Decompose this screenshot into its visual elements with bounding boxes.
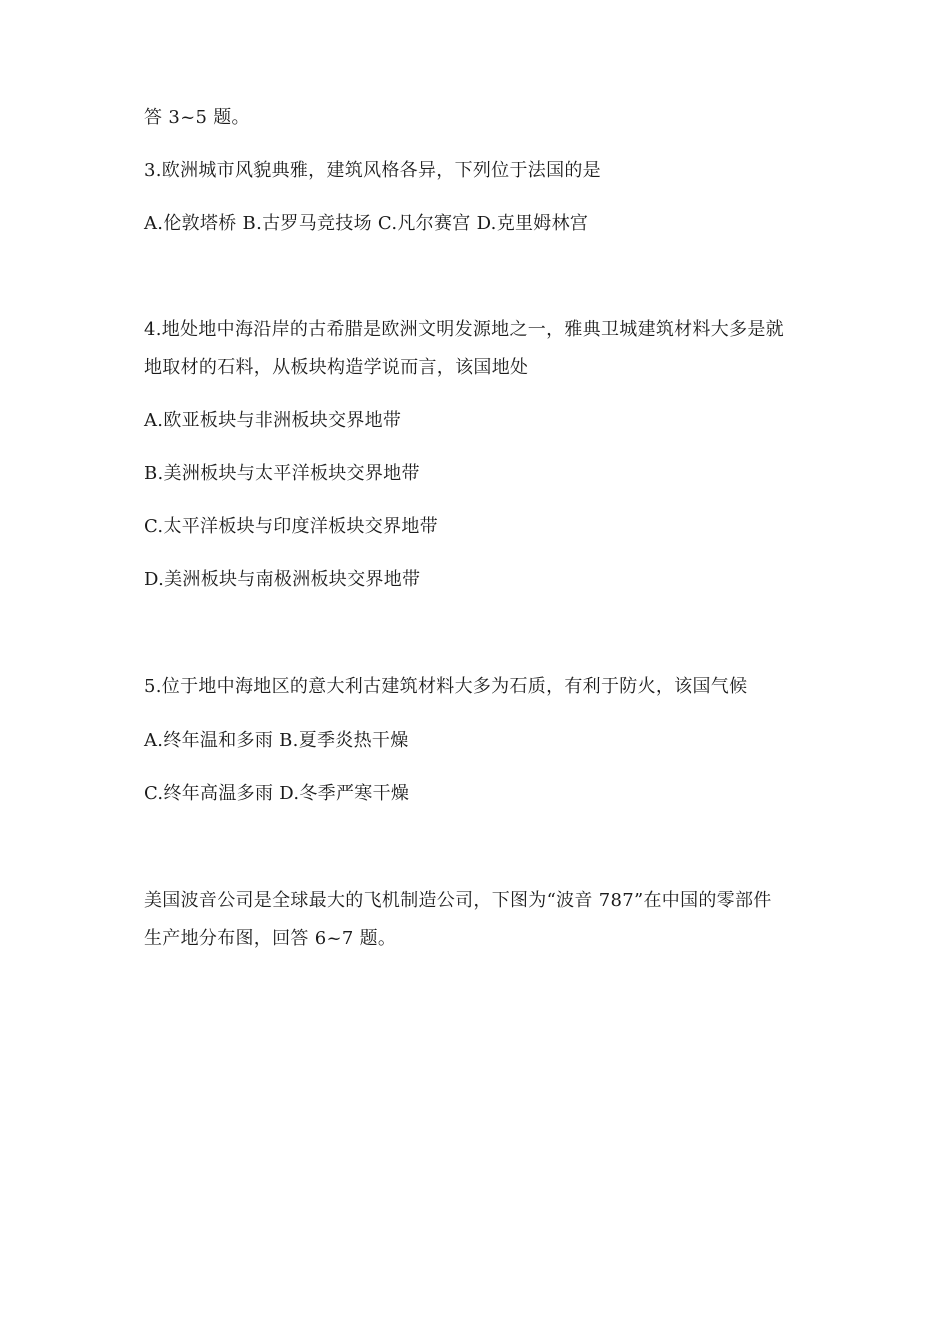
question-4-option-a: A.欧亚板块与非洲板块交界地带: [144, 410, 402, 431]
question-4-stem-line-1: 4.地处地中海沿岸的古希腊是欧洲文明发源地之一，雅典卫城建筑材料大多是就: [144, 319, 784, 340]
question-3-stem: 3.欧洲城市风貌典雅，建筑风格各异，下列位于法国的是: [144, 160, 601, 181]
question-5-options-line-1: A.终年温和多雨 B.夏季炎热干燥: [144, 730, 409, 751]
section-6-7-intro-line-2: 生产地分布图，回答 6~7 题。: [144, 928, 397, 949]
question-5-options-line-2: C.终年高温多雨 D.冬季严寒干燥: [144, 783, 410, 804]
intro-tail-text: 答 3~5 题。: [144, 107, 250, 128]
question-4-option-d: D.美洲板块与南极洲板块交界地带: [144, 569, 421, 590]
section-6-7-intro-line-1: 美国波音公司是全球最大的飞机制造公司，下图为“波音 787”在中国的零部件: [144, 890, 772, 911]
question-4-option-c: C.太平洋板块与印度洋板块交界地带: [144, 516, 438, 537]
question-5-stem: 5.位于地中海地区的意大利古建筑材料大多为石质，有利于防火，该国气候: [144, 676, 748, 697]
question-4-option-b: B.美洲板块与太平洋板块交界地带: [144, 463, 420, 484]
question-3-options: A.伦敦塔桥 B.古罗马竞技场 C.凡尔赛宫 D.克里姆林宫: [144, 213, 589, 234]
question-4-stem-line-2: 地取材的石料，从板块构造学说而言，该国地处: [144, 357, 529, 378]
